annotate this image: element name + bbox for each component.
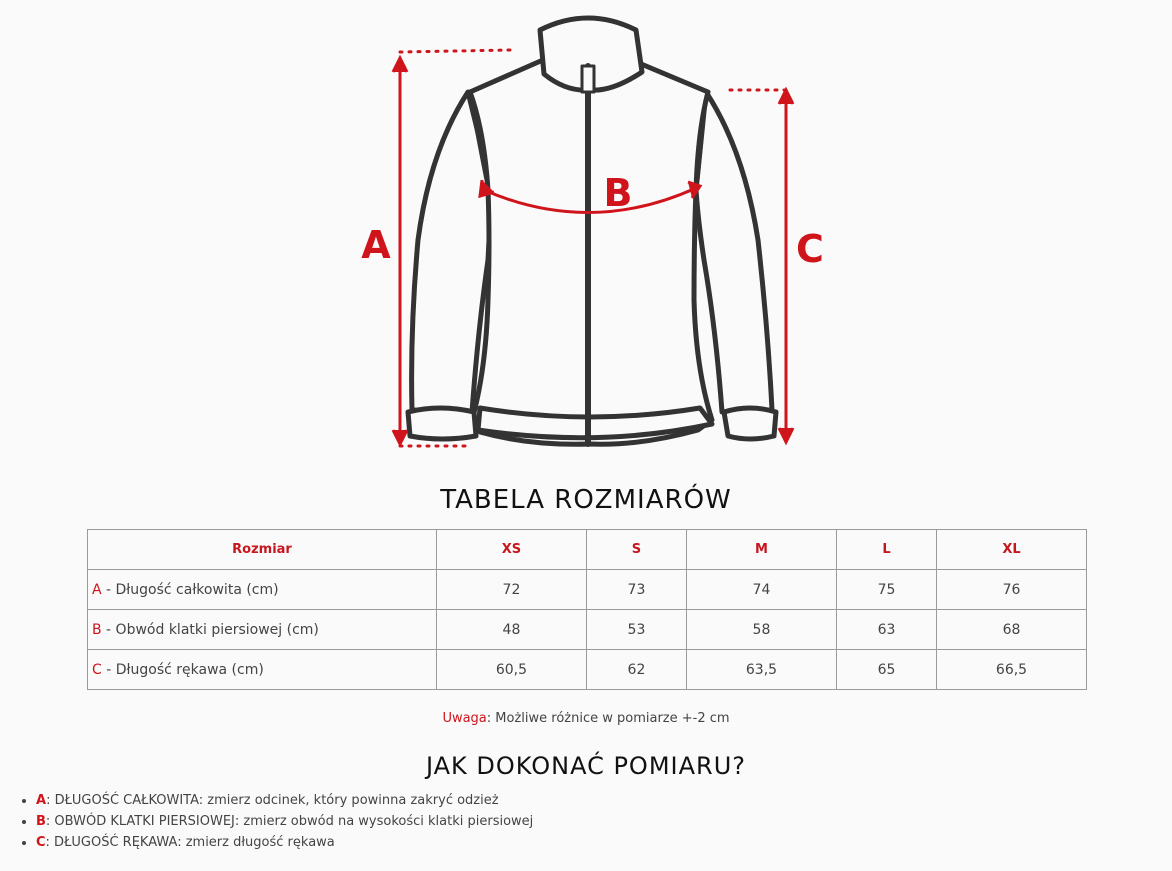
table-cell: 65 [836, 650, 936, 690]
row-label [88, 570, 437, 610]
row-label [88, 650, 437, 690]
howto-title: JAK DOKONAĆ POMIARU? [425, 752, 746, 780]
table-header-row [88, 530, 1087, 570]
table-cell: 63 [836, 610, 936, 650]
table-cell: 62 [586, 650, 686, 690]
header-cell: M [687, 530, 837, 570]
table-cell: 63,5 [687, 650, 837, 690]
howto-text: : DŁUGOŚĆ RĘKAWA: zmierz długość rękawa [45, 835, 335, 850]
row-letter: C [92, 661, 102, 678]
header-cell-size: Rozmiar [88, 530, 437, 570]
jacket-measurement-diagram [340, 8, 824, 458]
table-cell: 66,5 [937, 650, 1087, 690]
size-table [87, 529, 1087, 690]
label-c: C [796, 227, 824, 271]
note-prefix: Uwaga [442, 711, 487, 726]
table-cell: 48 [437, 610, 587, 650]
row-label-text: - Długość rękawa (cm) [101, 661, 264, 678]
jacket-outline [408, 18, 776, 444]
list-item [36, 790, 533, 811]
table-cell: 74 [687, 570, 837, 610]
table-cell: 73 [586, 570, 686, 610]
howto-letter: A [36, 793, 47, 808]
howto-text: : DŁUGOŚĆ CAŁKOWITA: zmierz odcinek, który powinna zakryć odzież [46, 793, 499, 808]
howto-letter: C [36, 835, 46, 850]
row-label [88, 610, 437, 650]
list-item [36, 832, 533, 853]
header-cell: S [586, 530, 686, 570]
label-b: B [603, 171, 633, 215]
table-cell: 53 [586, 610, 686, 650]
table-row [88, 610, 1087, 650]
row-label-text: - Obwód klatki piersiowej (cm) [101, 621, 319, 638]
list-item [36, 811, 533, 832]
header-cell: L [836, 530, 936, 570]
table-cell: 60,5 [437, 650, 587, 690]
size-table-title: TABELA ROZMIARÓW [440, 485, 732, 515]
table-cell: 75 [836, 570, 936, 610]
table-row [88, 570, 1087, 610]
table-cell: 76 [937, 570, 1087, 610]
row-letter: A [92, 581, 102, 598]
howto-letter: B [36, 814, 46, 829]
table-cell: 68 [937, 610, 1087, 650]
howto-list [18, 790, 533, 853]
note-text: : Możliwe różnice w pomiarze +-2 cm [486, 711, 730, 726]
label-a: A [361, 223, 391, 267]
header-cell: XS [437, 530, 587, 570]
table-row [88, 650, 1087, 690]
row-label-text: - Długość całkowita (cm) [101, 581, 279, 598]
table-cell: 58 [687, 610, 837, 650]
measurement-note [0, 711, 1172, 726]
howto-text: : OBWÓD KLATKI PIERSIOWEJ: zmierz obwód na wysokości klatki piersiowej [45, 814, 534, 829]
row-letter: B [92, 621, 102, 638]
header-cell: XL [937, 530, 1087, 570]
table-cell: 72 [437, 570, 587, 610]
